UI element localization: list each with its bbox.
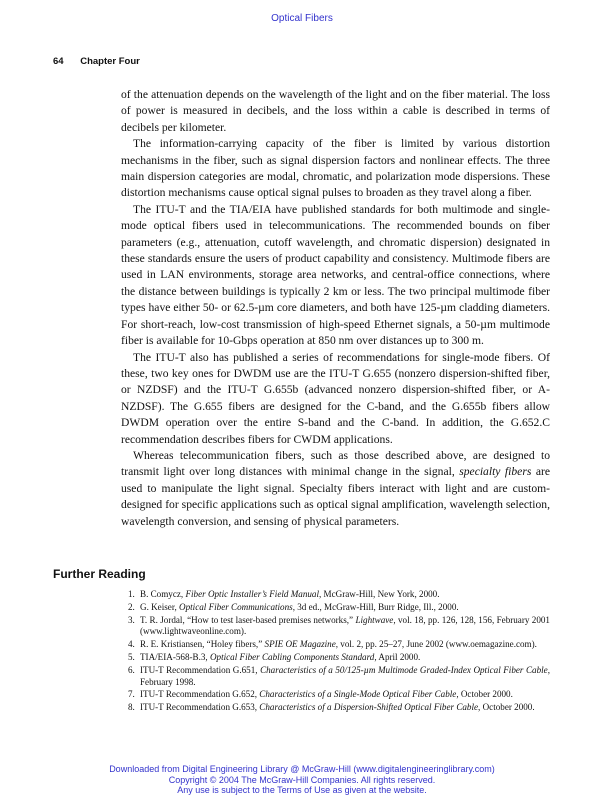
further-reading-heading: Further Reading [53,567,146,581]
reference-number: 7. [128,689,135,700]
reference-number: 6. [128,664,135,675]
reference-details: , October 2000. [478,702,535,713]
paragraph: The information-carrying capacity of the fiber is limited by various distortion mechanisms in the fiber, such as signal dispersion factors and nonlinear effects. The three main dispersion categories are modal, chromatic, and polarization mode dispersions. These distortion mechanisms cause optical signal pulses to broaden as they travel along a fiber. [121,137,550,200]
reference-item [128,689,550,701]
footer-copyright-line: Copyright © 2004 The McGraw-Hill Companies. All rights reserved. [168,774,436,785]
reference-item [128,602,550,614]
reference-authors: B. Comycz, [140,589,186,599]
reference-number: 5. [128,651,135,662]
document-title-banner[interactable]: Optical Fibers [271,13,333,24]
download-footer[interactable] [0,764,604,796]
reference-title: Optical Fiber Communications [179,601,293,612]
reference-title: SPIE OE Magazine [264,639,336,650]
reference-title: Fiber Optic Installer’s Field Manual [185,589,319,599]
reference-item [128,665,550,689]
reference-authors: R. E. Kristiansen, “Holey fibers,” [140,639,265,650]
paragraph [121,448,550,530]
reference-title: Optical Fiber Cabling Components Standard [209,651,375,662]
reference-details: , February 1998. [140,664,550,687]
reference-title: Characteristics of a Dispersion-Shifted Optical Fiber Cable [259,702,479,713]
page-number: 64 [53,56,64,67]
paragraph-text: are used to manipulate the light signal. Specialty fibers interact with light and are custom-designed for specific applications such as optical signal amplification, wavelength selection, wavelength conversion, and sensing of physical parameters. [121,465,550,528]
footer-download-line[interactable]: Downloaded from Digital Engineering Library @ McGraw-Hill (www.digitalengineeringlibrary.com) [109,764,495,774]
reference-number: 3. [128,614,135,625]
reference-title: Characteristics of a 50/125-µm Multimode Graded-Index Optical Fiber Cable [260,664,548,675]
reference-title: Lightwave [355,614,394,625]
reference-number: 2. [128,601,135,612]
paragraph: The ITU-T also has published a series of recommendations for single-mode fibers. Of these, two key ones for DWDM use are the ITU-T G.655 (nonzero dispersion-shifted fiber, or NZDSF) and the ITU-T G.655b (advanced nonzero dispersion-shifted fiber, or A-NZDSF). The G.655 fibers are designed for the C-band, and the G.655b fibers allow DWDM operation over the entire S-band and the C-band. In addition, the G.652.C recommendation describes fibers for CWDM applications. [121,350,550,446]
reference-item [128,639,550,651]
reference-details: , vol. 18, pp. 126, 128, 156, February 2001 (www.lightwaveonline.com). [140,614,550,637]
reference-details: , vol. 2, pp. 25–27, June 2002 (www.oemagazine.com). [335,639,537,650]
footer-terms-line[interactable]: Any use is subject to the Terms of Use as given at the website. [177,785,427,795]
reference-title: Characteristics of a Single-Mode Optical Fiber Cable [259,689,457,700]
reference-list [128,589,550,715]
paragraph: The ITU-T and the TIA/EIA have published standards for both multimode and single-mode optical fibers used in telecommunications. The recommended bounds on fiber parameters (e.g., attenuation, cutoff wavelength, and chromatic dispersion) designated in these standards ensure the users of product capability and consistency. Multimode fibers are used in LAN environments, storage area networks, and central-office connections, where the distance between buildings is typically 2 km or less. The two principal multimode fiber types have either 50- or 62.5-µm core diameters, and both have 125-µm cladding diameters. For short-reach, low-cost transmission of high-speed Ethernet signals, a 50-µm multimode fiber is available for 10-Gbps operation at 850 nm over distances up to 300 m. [121,202,550,348]
emphasis-term: specialty fibers [459,465,532,479]
reference-authors: G. Keiser, [140,601,180,612]
reference-authors: ITU-T Recommendation G.651, [140,664,261,675]
reference-number: 1. [128,589,135,599]
reference-details: , 3d ed., McGraw-Hill, Burr Ridge, Ill., 2000. [292,601,459,612]
reference-details: , October 2000. [456,689,513,700]
reference-item [128,652,550,664]
reference-number: 8. [128,702,135,713]
reference-number: 4. [128,639,135,650]
body-text [121,87,550,530]
reference-item [128,615,550,639]
reference-item [128,589,550,601]
paragraph-text: Whereas telecommunication fibers, such as those described above, are designed to transmit light over long distances with minimal change in the signal, [121,448,550,479]
reference-authors: ITU-T Recommendation G.653, [140,702,260,713]
paragraph: of the attenuation depends on the wavelength of the light and on the fiber material. The loss of power is measured in decibels, and the loss within a cable is described in terms of decibels per kilometer. [121,88,550,134]
reference-authors: ITU-T Recommendation G.652, [140,689,260,700]
reference-authors: T. R. Jordal, “How to test laser-based premises networks,” [140,614,356,625]
reference-authors: TIA/EIA-568-B.3, [140,651,210,662]
reference-details: , McGraw-Hill, New York, 2000. [319,589,440,599]
reference-details: , April 2000. [374,651,421,662]
running-header [53,56,140,67]
reference-item [128,702,550,714]
chapter-label: Chapter Four [80,56,140,67]
